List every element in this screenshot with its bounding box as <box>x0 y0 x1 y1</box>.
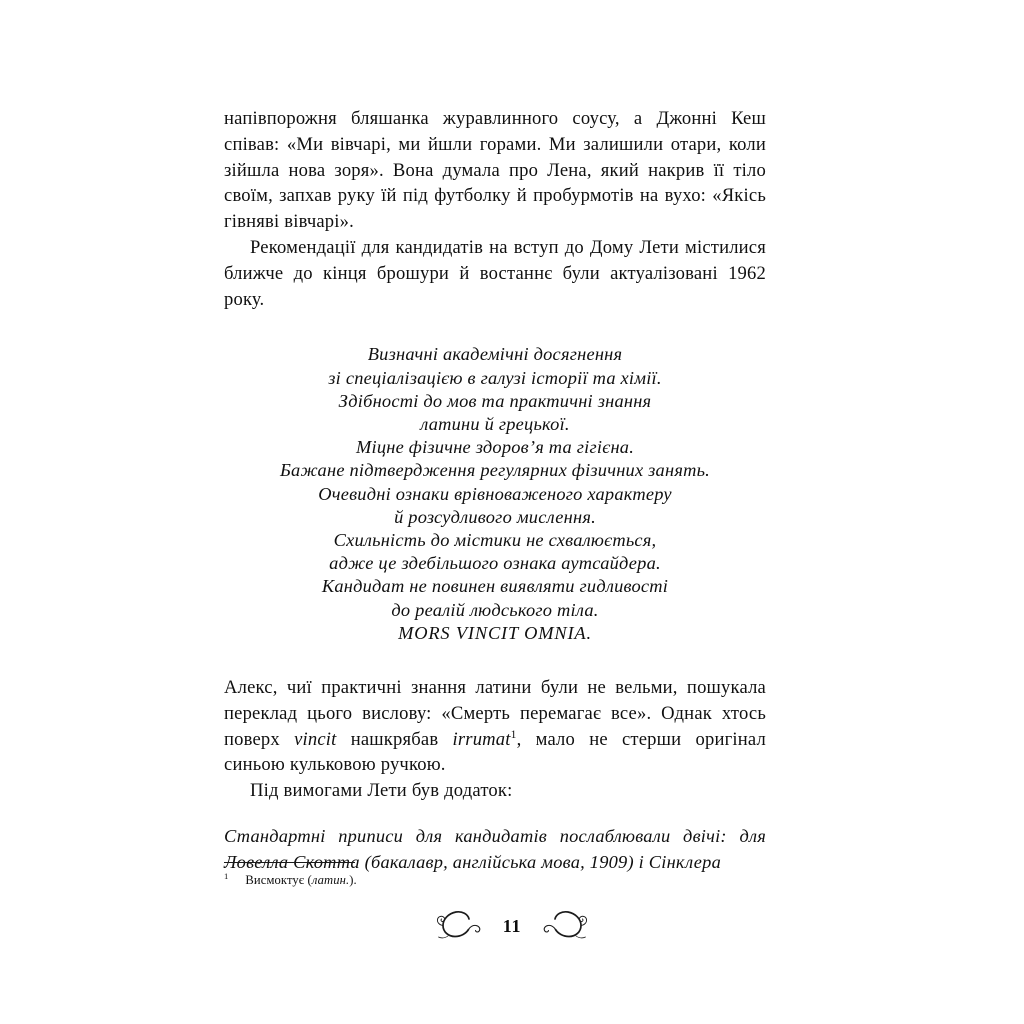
inscription-line: Кандидат не повинен виявляти гидливості <box>321 576 669 597</box>
paragraph-translation-text-1: Алекс, чиї практичні знання латини були не вельми, пошукала переклад цього вислову: «Смерть перемагає все». Однак хтось поверх <box>224 677 766 750</box>
spacer-before-appendix <box>224 804 766 824</box>
inscription-line: Визначні академічні досягнення <box>367 344 623 365</box>
inscription-line: Міцне фізичне здоров’я та гігієна. <box>355 437 635 458</box>
text-column <box>224 106 766 876</box>
footnote-text-before: Висмоктує ( <box>245 873 312 887</box>
inscription-line: й розсудливого мислення. <box>394 506 596 527</box>
inscription-line: до реалій людського тіла. <box>391 599 599 620</box>
footnote-number: 1 <box>224 870 229 881</box>
flourish-ornament-left-icon <box>433 906 489 946</box>
page-footer <box>0 902 1024 950</box>
paragraph-appendix-intro: Під вимогами Лети був додаток: <box>250 780 513 802</box>
paragraph-recommendations: Рекомендації для кандидатів на вступ до Дому Лети містилися ближче до кінця брошури й востаннє були актуалізовані 1962 року. <box>224 236 766 310</box>
inscription-line: Схильність до містики не схвалюється, <box>333 530 657 550</box>
latin-word-vincit: vincit <box>294 728 337 750</box>
spacer-before-inscription <box>224 312 766 343</box>
paragraph-translation-text-2: нашкрябав <box>336 728 453 750</box>
paragraph-translation-text-3: , мало не стерши оригінал синьою кульковою ручкою. <box>224 728 766 776</box>
flourish-ornament-right-icon <box>535 906 591 946</box>
inscription-motto-line: MORS VINCIT OMNIA. <box>398 622 592 643</box>
spacer-after-inscription <box>224 645 766 675</box>
page-number: 11 <box>502 915 522 936</box>
footnote-entry <box>224 872 766 888</box>
inscription-line: латини й грецької. <box>420 413 570 434</box>
inscription-line: Здібності до мов та практичні знання <box>338 390 652 411</box>
appendix-quote: Стандартні приписи для кандидатів послаблювали двічі: для Ловелла Скотта (бакалавр, англійська мова, 1909) і Сінклера <box>224 826 766 872</box>
inscription-line: адже це здебільшого ознака аутсайдера. <box>329 553 661 574</box>
inscription-line: зі спеціалізацією в галузі історії та хімії. <box>328 367 662 388</box>
footnote-area <box>224 862 766 888</box>
footnote-reference-marker[interactable]: 1 <box>510 728 517 741</box>
inscription-line: Бажане підтвердження регулярних фізичних занять. <box>279 460 711 481</box>
footnote-separator-rule <box>224 862 355 863</box>
inscription-block <box>224 343 766 645</box>
footnote-language-label: латин. <box>311 873 350 887</box>
paragraph-continued: напівпорожня бляшанка журавлинного соусу, а Джонні Кеш співав: «Ми вівчарі, ми йшли горами. Ми залишили отари, коли зійшла нова зоря». Вона думала про Лена, який накрив її тіло своїм, запхав руку їй під футболку й пробурмотів на вухо: «Якісь гівняві вівчарі». <box>224 108 766 233</box>
footnote-text-after: ). <box>349 873 357 887</box>
inscription-line: Очевидні ознаки врівноваженого характеру <box>318 483 672 504</box>
latin-word-irrumat: irrumat <box>452 728 511 750</box>
paragraph-translation <box>224 675 766 778</box>
